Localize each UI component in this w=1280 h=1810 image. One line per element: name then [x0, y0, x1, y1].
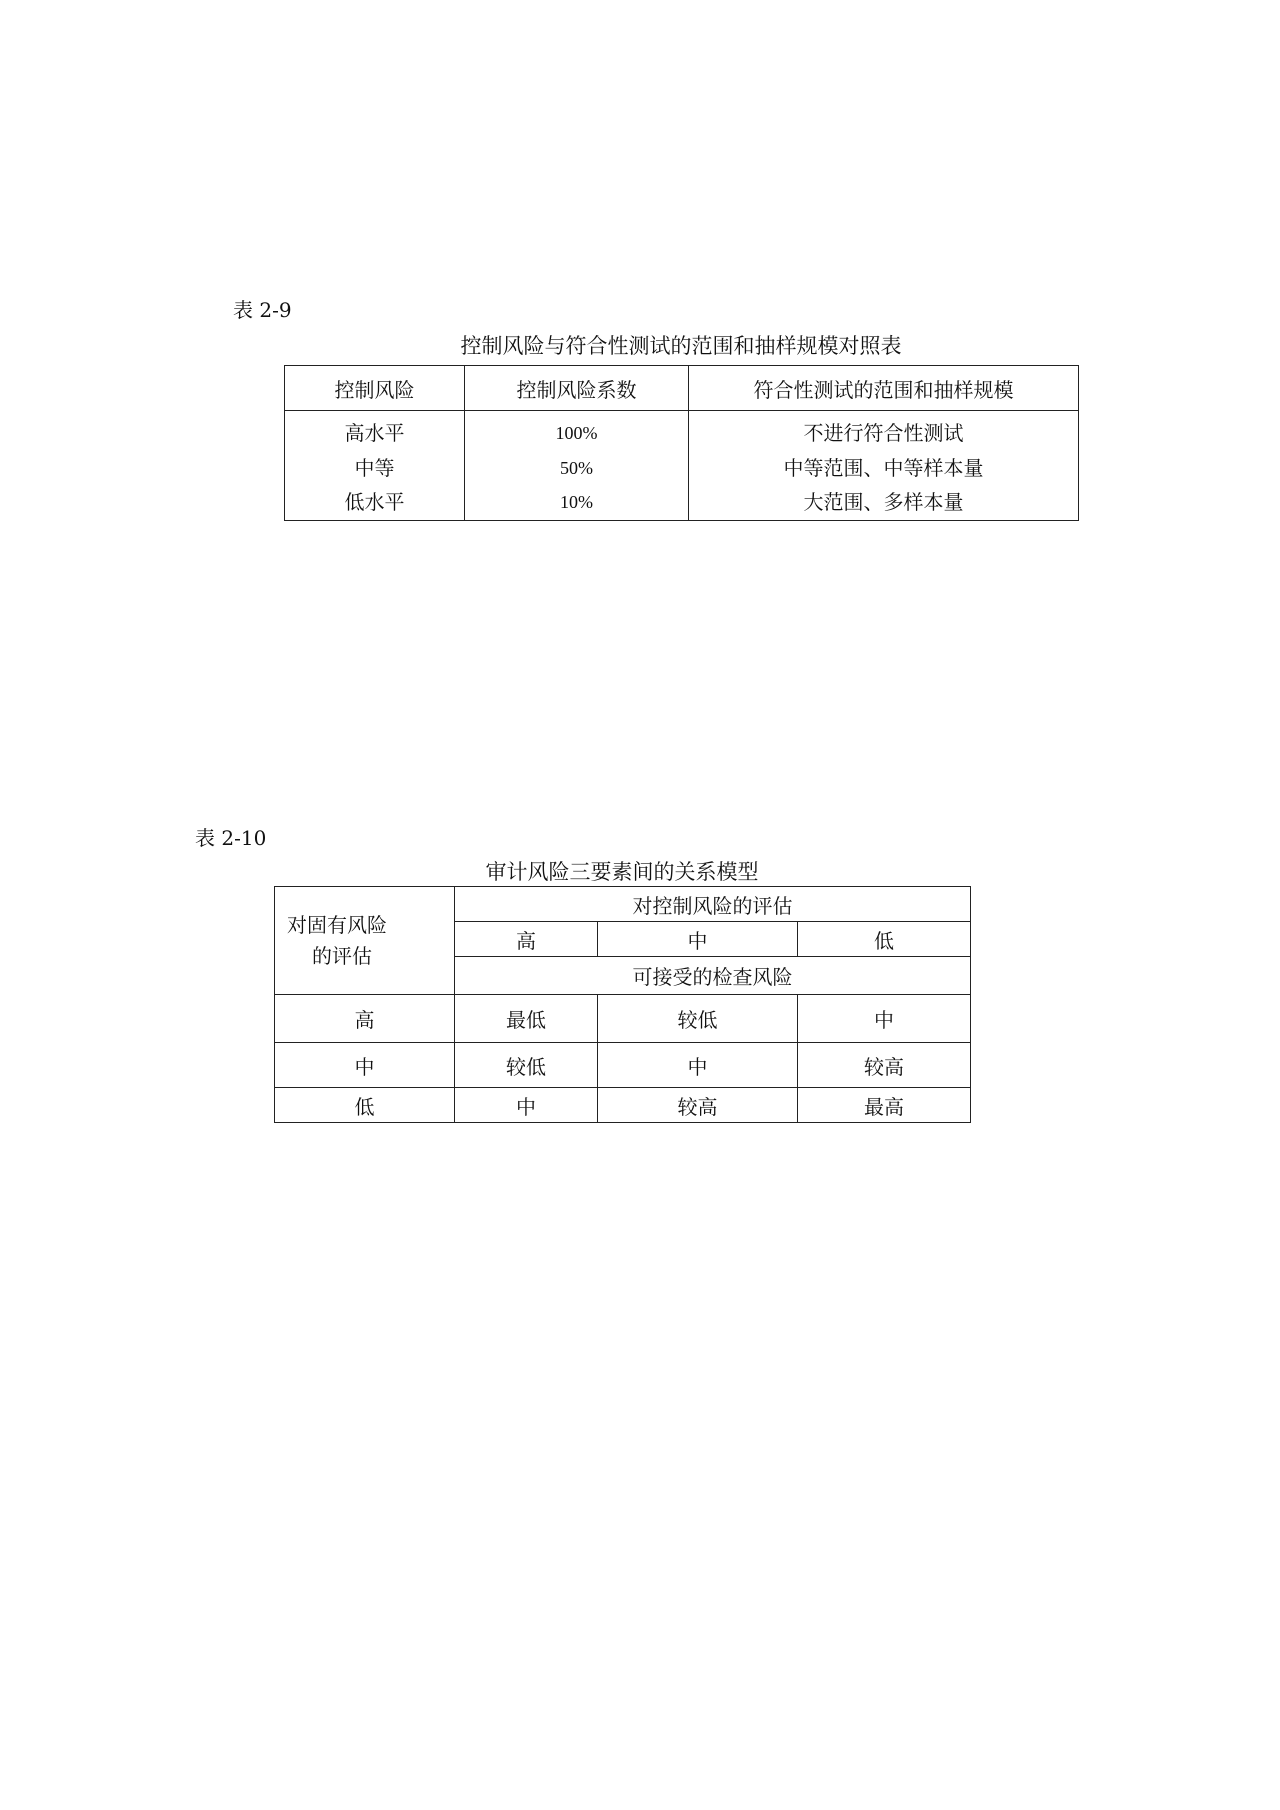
table-2-10-label: 表 2-10	[195, 826, 267, 850]
control-level-low: 低	[798, 922, 971, 957]
table-cell: 中	[798, 995, 971, 1043]
table-row	[275, 1088, 971, 1123]
control-level-high: 高	[455, 922, 598, 957]
table-row	[275, 995, 971, 1043]
table-cell: 较低	[598, 995, 798, 1043]
table-2-9	[284, 365, 1079, 521]
table-cell: 中等	[354, 455, 395, 480]
table-cell: 较高	[598, 1088, 798, 1123]
detection-risk-header: 可接受的检查风险	[455, 957, 971, 995]
inherent-risk-header	[275, 887, 455, 995]
table-cell: 高水平	[344, 421, 405, 445]
control-risk-column	[285, 411, 465, 521]
table-cell: 大范围、多样本量	[803, 490, 964, 514]
header-test-scope-and-sample-size: 符合性测试的范围和抽样规模	[689, 366, 1079, 411]
table-2-10-title: 审计风险三要素间的关系模型	[485, 860, 759, 884]
control-risk-header: 对控制风险的评估	[455, 887, 971, 922]
table-cell: 100%	[555, 423, 598, 443]
table-header-row	[285, 366, 1079, 411]
table-cell: 10%	[560, 492, 593, 512]
table-cell: 中等范围、中等样本量	[783, 455, 984, 480]
table-cell: 最高	[798, 1088, 971, 1123]
inherent-risk-cell: 中	[275, 1043, 455, 1088]
table-cell: 较高	[798, 1043, 971, 1088]
inherent-risk-cell: 高	[275, 995, 455, 1043]
table-2-9-title: 控制风险与符合性测试的范围和抽样规模对照表	[460, 334, 902, 358]
table-cell: 中	[455, 1088, 598, 1123]
table-2-10	[274, 886, 971, 1123]
header-line: 对固有风险	[287, 912, 387, 937]
header-control-risk-coefficient: 控制风险系数	[465, 366, 689, 411]
table-cell: 最低	[455, 995, 598, 1043]
table-cell: 不进行符合性测试	[803, 421, 964, 445]
table-cell: 较低	[455, 1043, 598, 1088]
table-header-row	[275, 887, 971, 922]
table-cell: 中	[598, 1043, 798, 1088]
control-level-medium: 中	[598, 922, 798, 957]
table-cell: 低水平	[344, 490, 405, 514]
inherent-risk-cell: 低	[275, 1088, 455, 1123]
table-cell: 50%	[560, 457, 593, 478]
table-body-row	[285, 411, 1079, 521]
test-scope-column	[689, 411, 1079, 521]
header-line: 的评估	[312, 943, 372, 968]
table-2-9-label: 表 2-9	[233, 298, 292, 322]
header-control-risk: 控制风险	[285, 366, 465, 411]
table-row	[275, 1043, 971, 1088]
coefficient-column	[465, 411, 689, 521]
